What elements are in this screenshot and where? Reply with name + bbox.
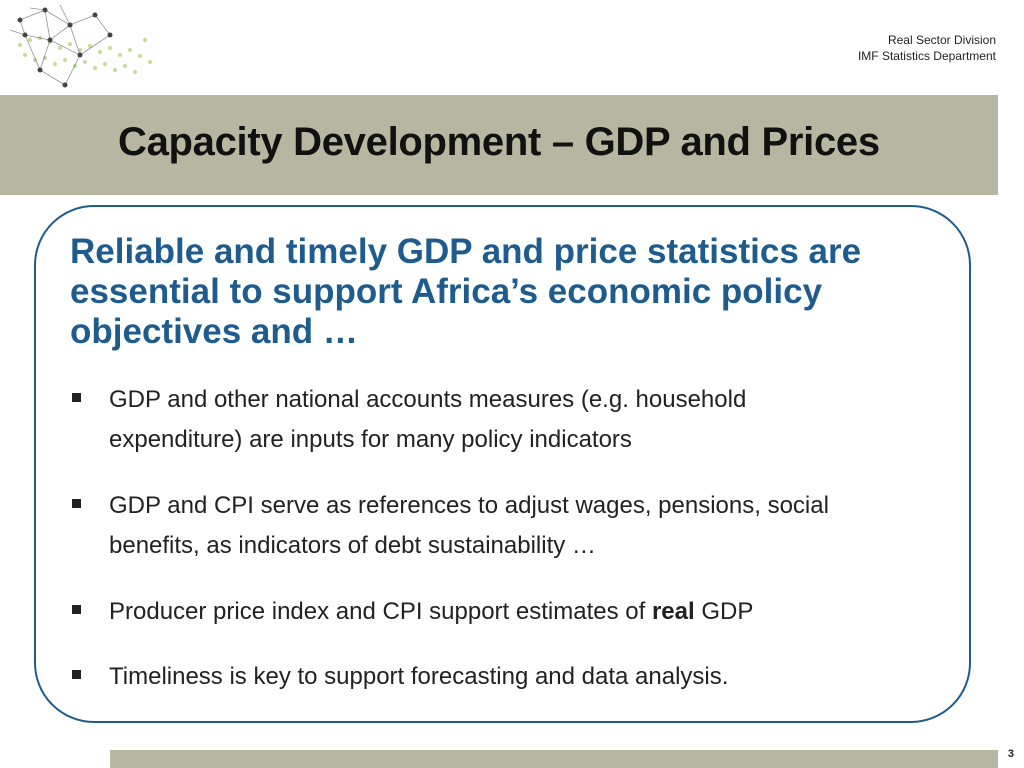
square-bullet-icon	[72, 499, 81, 508]
bullet-item	[72, 380, 746, 460]
square-bullet-icon	[72, 670, 81, 679]
bullet-line: benefits, as indicators of debt sustainability …	[109, 532, 596, 559]
page-number: 3	[1007, 748, 1014, 760]
headline: Reliable and timely GDP and price statistics are essential to support Africa’s economic policy objectives and …	[70, 232, 862, 351]
bullet-line: GDP and CPI serve as references to adjust wages, pensions, social	[109, 492, 829, 519]
bullet-item	[72, 657, 728, 697]
network-globe-logo-icon	[0, 0, 160, 95]
bullet-line	[109, 592, 753, 632]
bullet-item	[72, 486, 829, 566]
square-bullet-icon	[72, 605, 81, 614]
bullet-text: GDP	[694, 598, 754, 625]
bullet-bold-text: real	[651, 598, 695, 625]
slide-title: Capacity Development – GDP and Prices	[118, 120, 880, 164]
department-label: IMF Statistics Department	[857, 49, 996, 63]
bullet-line: expenditure) are inputs for many policy indicators	[109, 426, 632, 453]
bullet-line: GDP and other national accounts measures (e.g. household	[109, 386, 747, 413]
bullet-text: Producer price index and CPI support estimates of	[109, 598, 652, 625]
square-bullet-icon	[72, 393, 81, 402]
header-info	[858, 32, 996, 64]
bullet-item	[72, 592, 753, 632]
bullet-line: Timeliness is key to support forecasting and data analysis.	[109, 663, 729, 690]
footer-bar	[110, 750, 998, 768]
division-label: Real Sector Division	[887, 33, 996, 47]
